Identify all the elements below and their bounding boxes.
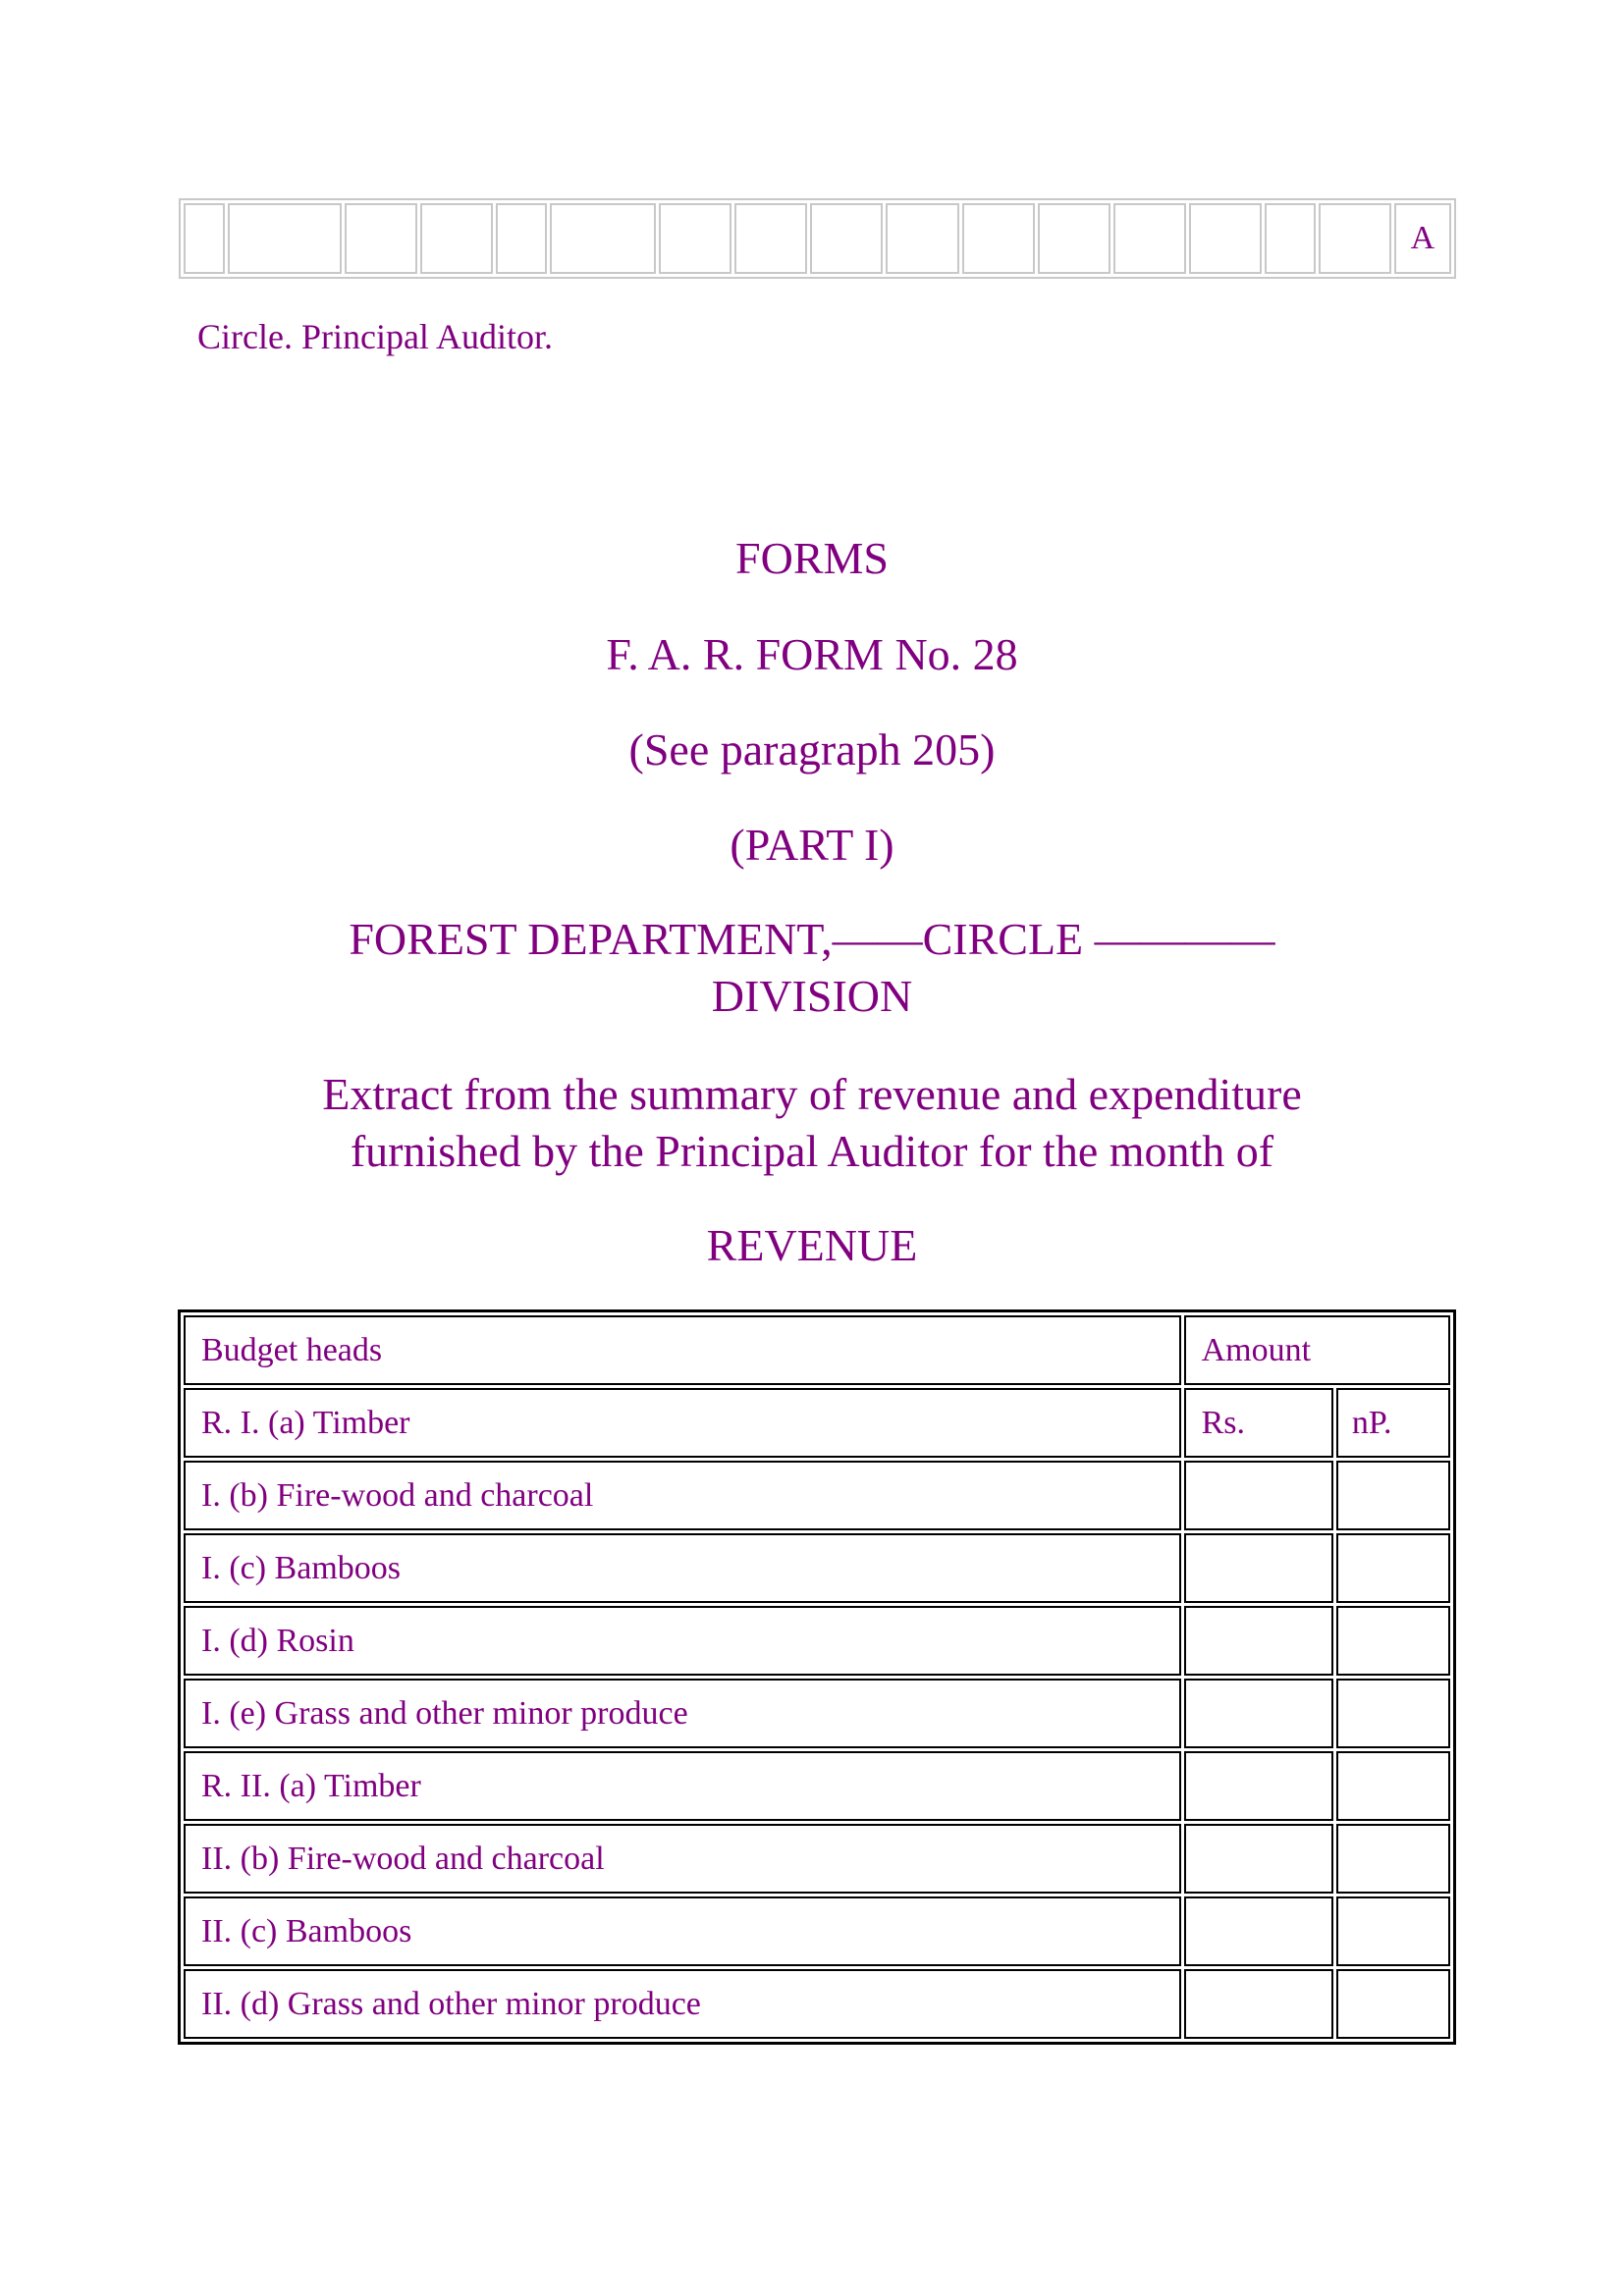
- strip-cell: [420, 203, 493, 274]
- strip-cell: [886, 203, 958, 274]
- rs-cell: [1184, 1751, 1333, 1821]
- budget-head-cell: I. (b) Fire-wood and charcoal: [184, 1461, 1181, 1530]
- budget-head-cell: II. (b) Fire-wood and charcoal: [184, 1824, 1181, 1894]
- budget-head-cell: I. (c) Bamboos: [184, 1533, 1181, 1603]
- part-heading: (PART I): [730, 820, 894, 870]
- see-paragraph-heading: (See paragraph 205): [628, 724, 996, 774]
- rs-cell: [1184, 1533, 1333, 1603]
- table-row: [184, 1751, 1450, 1821]
- budget-head-cell: II. (d) Grass and other minor produce: [184, 1969, 1181, 2039]
- np-cell: [1336, 1896, 1450, 1966]
- rs-cell: [1184, 1461, 1333, 1530]
- extract-line-1: Extract from the summary of revenue and expenditure: [322, 1069, 1302, 1119]
- strip-cell: [228, 203, 342, 274]
- strip-cell: [496, 203, 547, 274]
- np-cell: [1336, 1461, 1450, 1530]
- strip-cell: [810, 203, 883, 274]
- budget-head-cell: I. (e) Grass and other minor produce: [184, 1679, 1181, 1748]
- np-cell: [1336, 1751, 1450, 1821]
- table-row: [184, 1388, 1450, 1458]
- rs-header: Rs.: [1184, 1388, 1333, 1458]
- strip-cell: [734, 203, 807, 274]
- revenue-heading: REVENUE: [706, 1220, 918, 1270]
- np-cell: [1336, 1969, 1450, 2039]
- rs-cell: [1184, 1969, 1333, 2039]
- extract-heading: [0, 1066, 1624, 1180]
- np-cell: [1336, 1679, 1450, 1748]
- table-row: [184, 1679, 1450, 1748]
- strip-cell: [659, 203, 731, 274]
- strip-cell: [1189, 203, 1262, 274]
- strip-cell: [1265, 203, 1316, 274]
- table-row: [184, 1896, 1450, 1966]
- top-strip-table: [179, 198, 1456, 279]
- budget-head-cell: I. (d) Rosin: [184, 1606, 1181, 1676]
- np-cell: [1336, 1533, 1450, 1603]
- table-row: [184, 1533, 1450, 1603]
- extract-line-2: furnished by the Principal Auditor for the month of: [350, 1126, 1274, 1176]
- np-cell: [1336, 1606, 1450, 1676]
- department-line-2: DIVISION: [711, 971, 913, 1021]
- budget-head-cell: II. (c) Bamboos: [184, 1896, 1181, 1966]
- rs-cell: [1184, 1606, 1333, 1676]
- strip-cell: [1038, 203, 1110, 274]
- np-header: nP.: [1336, 1388, 1450, 1458]
- strip-cell: [962, 203, 1035, 274]
- np-cell: [1336, 1824, 1450, 1894]
- strip-cell: [345, 203, 417, 274]
- top-strip-row: [184, 203, 1451, 274]
- table-header-row: [184, 1315, 1450, 1385]
- revenue-table: [178, 1309, 1456, 2045]
- circle-principal-auditor-text: Circle. Principal Auditor.: [197, 317, 553, 356]
- department-heading: [0, 911, 1624, 1025]
- amount-header: Amount: [1184, 1315, 1450, 1385]
- table-row: [184, 1606, 1450, 1676]
- strip-cell-a: A: [1394, 203, 1451, 274]
- budget-head-cell: R. I. (a) Timber: [184, 1388, 1181, 1458]
- rs-cell: [1184, 1824, 1333, 1894]
- strip-cell: [1113, 203, 1186, 274]
- strip-cell: [550, 203, 656, 274]
- budget-head-cell: R. II. (a) Timber: [184, 1751, 1181, 1821]
- department-line-1: FOREST DEPARTMENT,——CIRCLE ————: [349, 914, 1275, 964]
- form-number-heading: F. A. R. FORM No. 28: [606, 629, 1018, 679]
- forms-heading: FORMS: [735, 533, 889, 583]
- strip-cell: [1319, 203, 1391, 274]
- rs-cell: [1184, 1896, 1333, 1966]
- strip-cell: [184, 203, 225, 274]
- table-row: [184, 1969, 1450, 2039]
- table-row: [184, 1824, 1450, 1894]
- rs-cell: [1184, 1679, 1333, 1748]
- budget-heads-header: Budget heads: [184, 1315, 1181, 1385]
- table-row: [184, 1461, 1450, 1530]
